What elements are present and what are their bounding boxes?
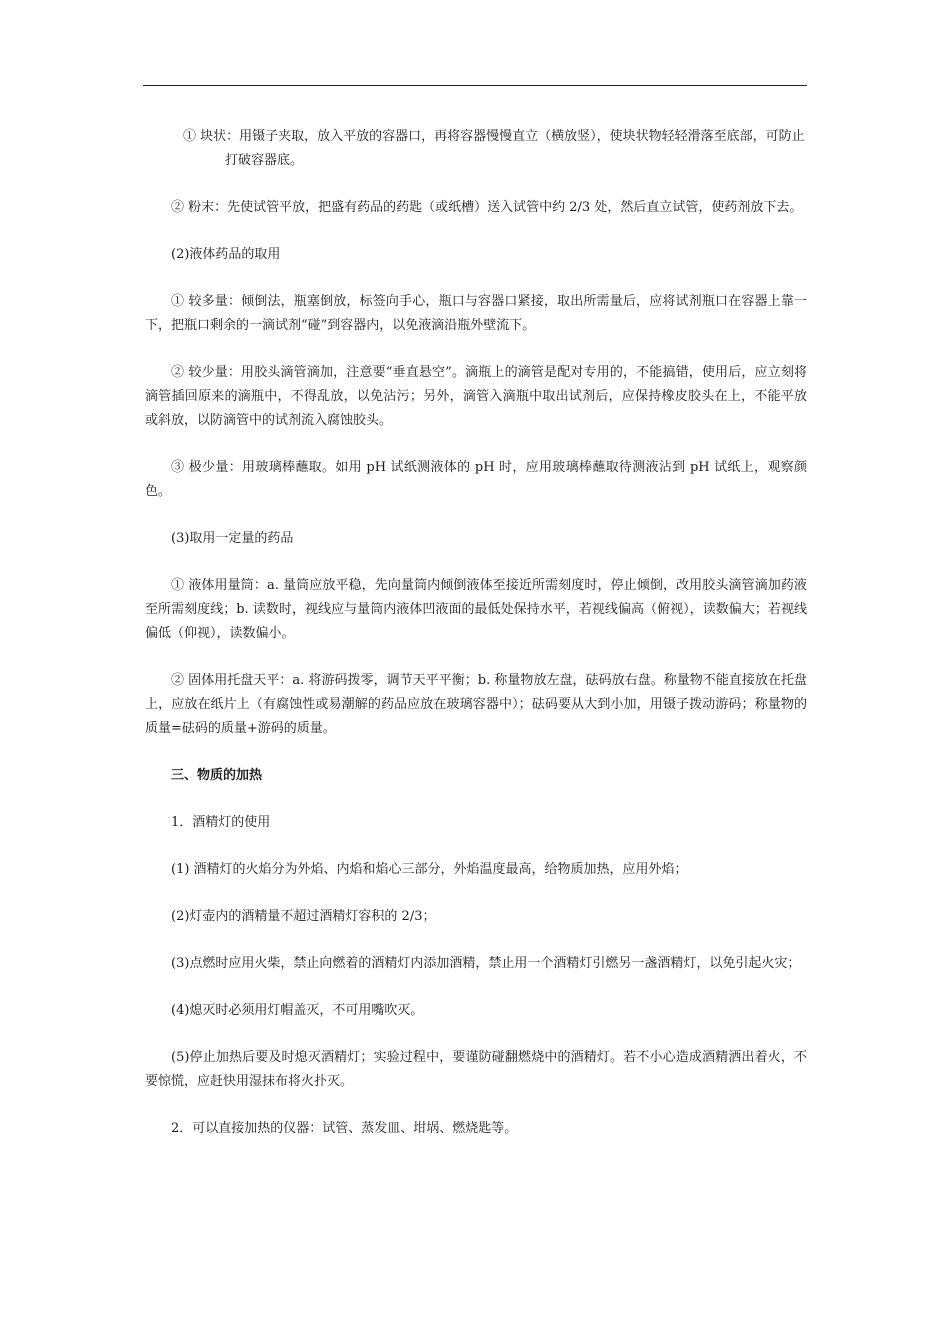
subheading-liquid-reagents: (2)液体药品的取用 bbox=[171, 247, 281, 262]
paragraph-lamp-lighting: (3)点燃时应用火柴，禁止向燃着的酒精灯内添加酒精，禁止用一个酒精灯引燃另一盏酒精灯，以免引起火灾； bbox=[171, 956, 801, 971]
subheading-measured-amount: (3)取用一定量的药品 bbox=[171, 531, 294, 546]
paragraph-direct-heating: 2．可以直接加热的仪器：试管、蒸发皿、坩埚、燃烧匙等。 bbox=[171, 1121, 518, 1136]
document-body bbox=[145, 125, 807, 1164]
section-heading-heating: 三、物质的加热 bbox=[171, 768, 263, 783]
subheading-alcohol-lamp: 1．酒精灯的使用 bbox=[171, 815, 271, 830]
paragraph-balance: ② 固体用托盘天平：a. 将游码拨零，调节天平平衡；b. 称量物放左盘，砝码放右盘。称量物不能直接放在托盘上，应放在纸片上（有腐蚀性或易潮解的药品应放在玻璃容器中）；砝码要从大到小加，用镊子拨动游码；称量物的质量=砝码的质量+游码的质量。 bbox=[145, 673, 807, 736]
header-rule bbox=[143, 85, 807, 86]
paragraph-solid-lump: ① 块状：用镊子夹取，放入平放的容器口，再将容器慢慢直立（横放竖），使块状物轻轻滑落至底部，可防止打破容器底。 bbox=[183, 129, 805, 168]
paragraph-lamp-safety: (5)停止加热后要及时熄灭酒精灯；实验过程中，要谨防碰翻燃烧中的酒精灯。若不小心造成酒精洒出着火，不要惊慌，应赶快用湿抹布将火扑灭。 bbox=[145, 1050, 807, 1089]
paragraph-lamp-flame: (1) 酒精灯的火焰分为外焰、内焰和焰心三部分，外焰温度最高，给物质加热，应用外焰； bbox=[171, 862, 688, 877]
paragraph-lamp-volume: (2)灯壶内的酒精量不超过酒精灯容积的 2/3； bbox=[171, 909, 436, 924]
paragraph-solid-powder: ② 粉末：先使试管平放，把盛有药品的药匙（或纸槽）送入试管中约 2/3 处，然后直立试管，使药剂放下去。 bbox=[171, 200, 803, 215]
paragraph-graduated-cylinder: ① 液体用量筒：a. 量筒应放平稳，先向量筒内倾倒液体至接近所需刻度时，停止倾倒，改用胶头滴管滴加药液至所需刻度线；b. 读数时，视线应与量筒内液体凹液面的最低处保持水平，若视线偏高（俯视），读数偏大；若视线偏低（仰视），读数偏小。 bbox=[145, 578, 807, 641]
paragraph-liquid-tiny: ③ 极少量：用玻璃棒蘸取。如用 pH 试纸测液体的 pH 时，应用玻璃棒蘸取待测液沾到 pH 试纸上，观察颜色。 bbox=[145, 460, 807, 499]
paragraph-liquid-large: ① 较多量：倾倒法，瓶塞倒放，标签向手心，瓶口与容器口紧接，取出所需量后，应将试剂瓶口在容器上靠一下，把瓶口剩余的一滴试剂“碰”到容器内，以免液滴沿瓶外壁流下。 bbox=[145, 294, 807, 333]
paragraph-liquid-small: ② 较少量：用胶头滴管滴加，注意要“垂直悬空”。滴瓶上的滴管是配对专用的，不能搞错，使用后，应立刻将滴管插回原来的滴瓶中，不得乱放，以免沾污；另外，滴管入滴瓶中取出试剂后，应保持橡皮胶头在上，不能平放或斜放，以防滴管中的试剂流入腐蚀胶头。 bbox=[145, 365, 807, 428]
paragraph-lamp-extinguish: (4)熄灭时必须用灯帽盖灭，不可用嘴吹灭。 bbox=[171, 1003, 424, 1018]
